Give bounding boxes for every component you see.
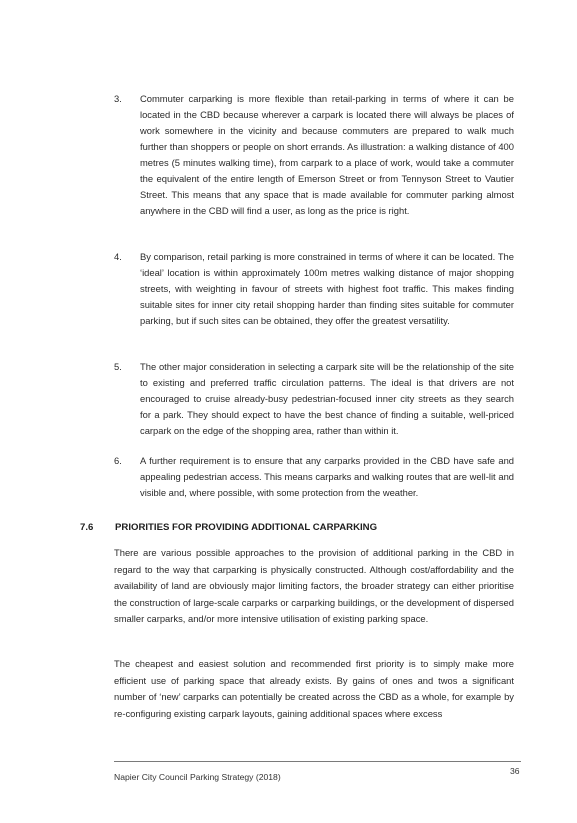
item-text: A further requirement is to ensure that any carparks provided in the CBD have safe and appealing pedestrian access. This means carparks and walking routes that are well-lit and visible and, where possible, with some protection from the weather. [140, 455, 514, 498]
item-number: 4. [114, 251, 122, 262]
item-text: By comparison, retail parking is more constrained in terms of where it can be located. The ‘ideal’ location is within approximately 100m metres walking distance of major shopping streets, with weighting in favour of streets with highest foot traffic. This makes finding suitable sites for inner city retail shopping harder than finding sites suitable for commuter parking, but if such sites can be obtained, they offer the greatest versatility. [140, 251, 514, 326]
page-number: 36 [510, 766, 520, 776]
item-text: Commuter carparking is more flexible than retail-parking in terms of where it can be located in the CBD because wherever a carpark is located there will always be places of work somewhere in the vicinity and because commuters are prepared to walk much further than shoppers or people on short errands. As illustration: a walking distance of 400 metres (5 minutes walking time), from carpark to a place of work, would take a commuter the equivalent of the entire length of Emerson Street or from Tennyson Street to Vautier Street. This means that any space that is made available for commuter parking almost anywhere in the CBD will find a user, as long as the price is right. [140, 93, 514, 216]
body-paragraph: The cheapest and easiest solution and recommended first priority is to simply make more efficient use of parking space that already exists. By gains of ones and twos a significant number of ‘new’ carparks can potentially be created across the CBD as a whole, for example by re-configuring existing carpark layouts, gaining additional spaces where excess [114, 658, 514, 719]
item-number: 6. [114, 455, 122, 466]
item-number: 5. [114, 361, 122, 372]
item-number: 3. [114, 93, 122, 104]
footer-title: Napier City Council Parking Strategy (2018) [114, 772, 281, 782]
section-number: 7.6 [80, 522, 94, 533]
item-text: The other major consideration in selecting a carpark site will be the relationship of the site to existing and preferred traffic circulation patterns. The ideal is that drivers are not encouraged to cruise already-busy pedestrian-focused inner city streets as they search for a park. They should expect to have the best chance of finding a suitable, well-priced carpark on the edge of the shopping area, rather than within it. [140, 361, 514, 436]
footer-divider [114, 761, 521, 762]
body-paragraph: There are various possible approaches to the provision of additional parking in the CBD in regard to the way that carparking is physically constructed. Although cost/affordability and the availability of land are obviously major limiting factors, the broader strategy can either prioritise the construction of large-scale carparks or carparking buildings, or the development of dispersed smaller carparks, and/or more intensive utilisation of existing parking space. [114, 547, 514, 624]
section-title: PRIORITIES FOR PROVIDING ADDITIONAL CARPARKING [115, 522, 378, 533]
